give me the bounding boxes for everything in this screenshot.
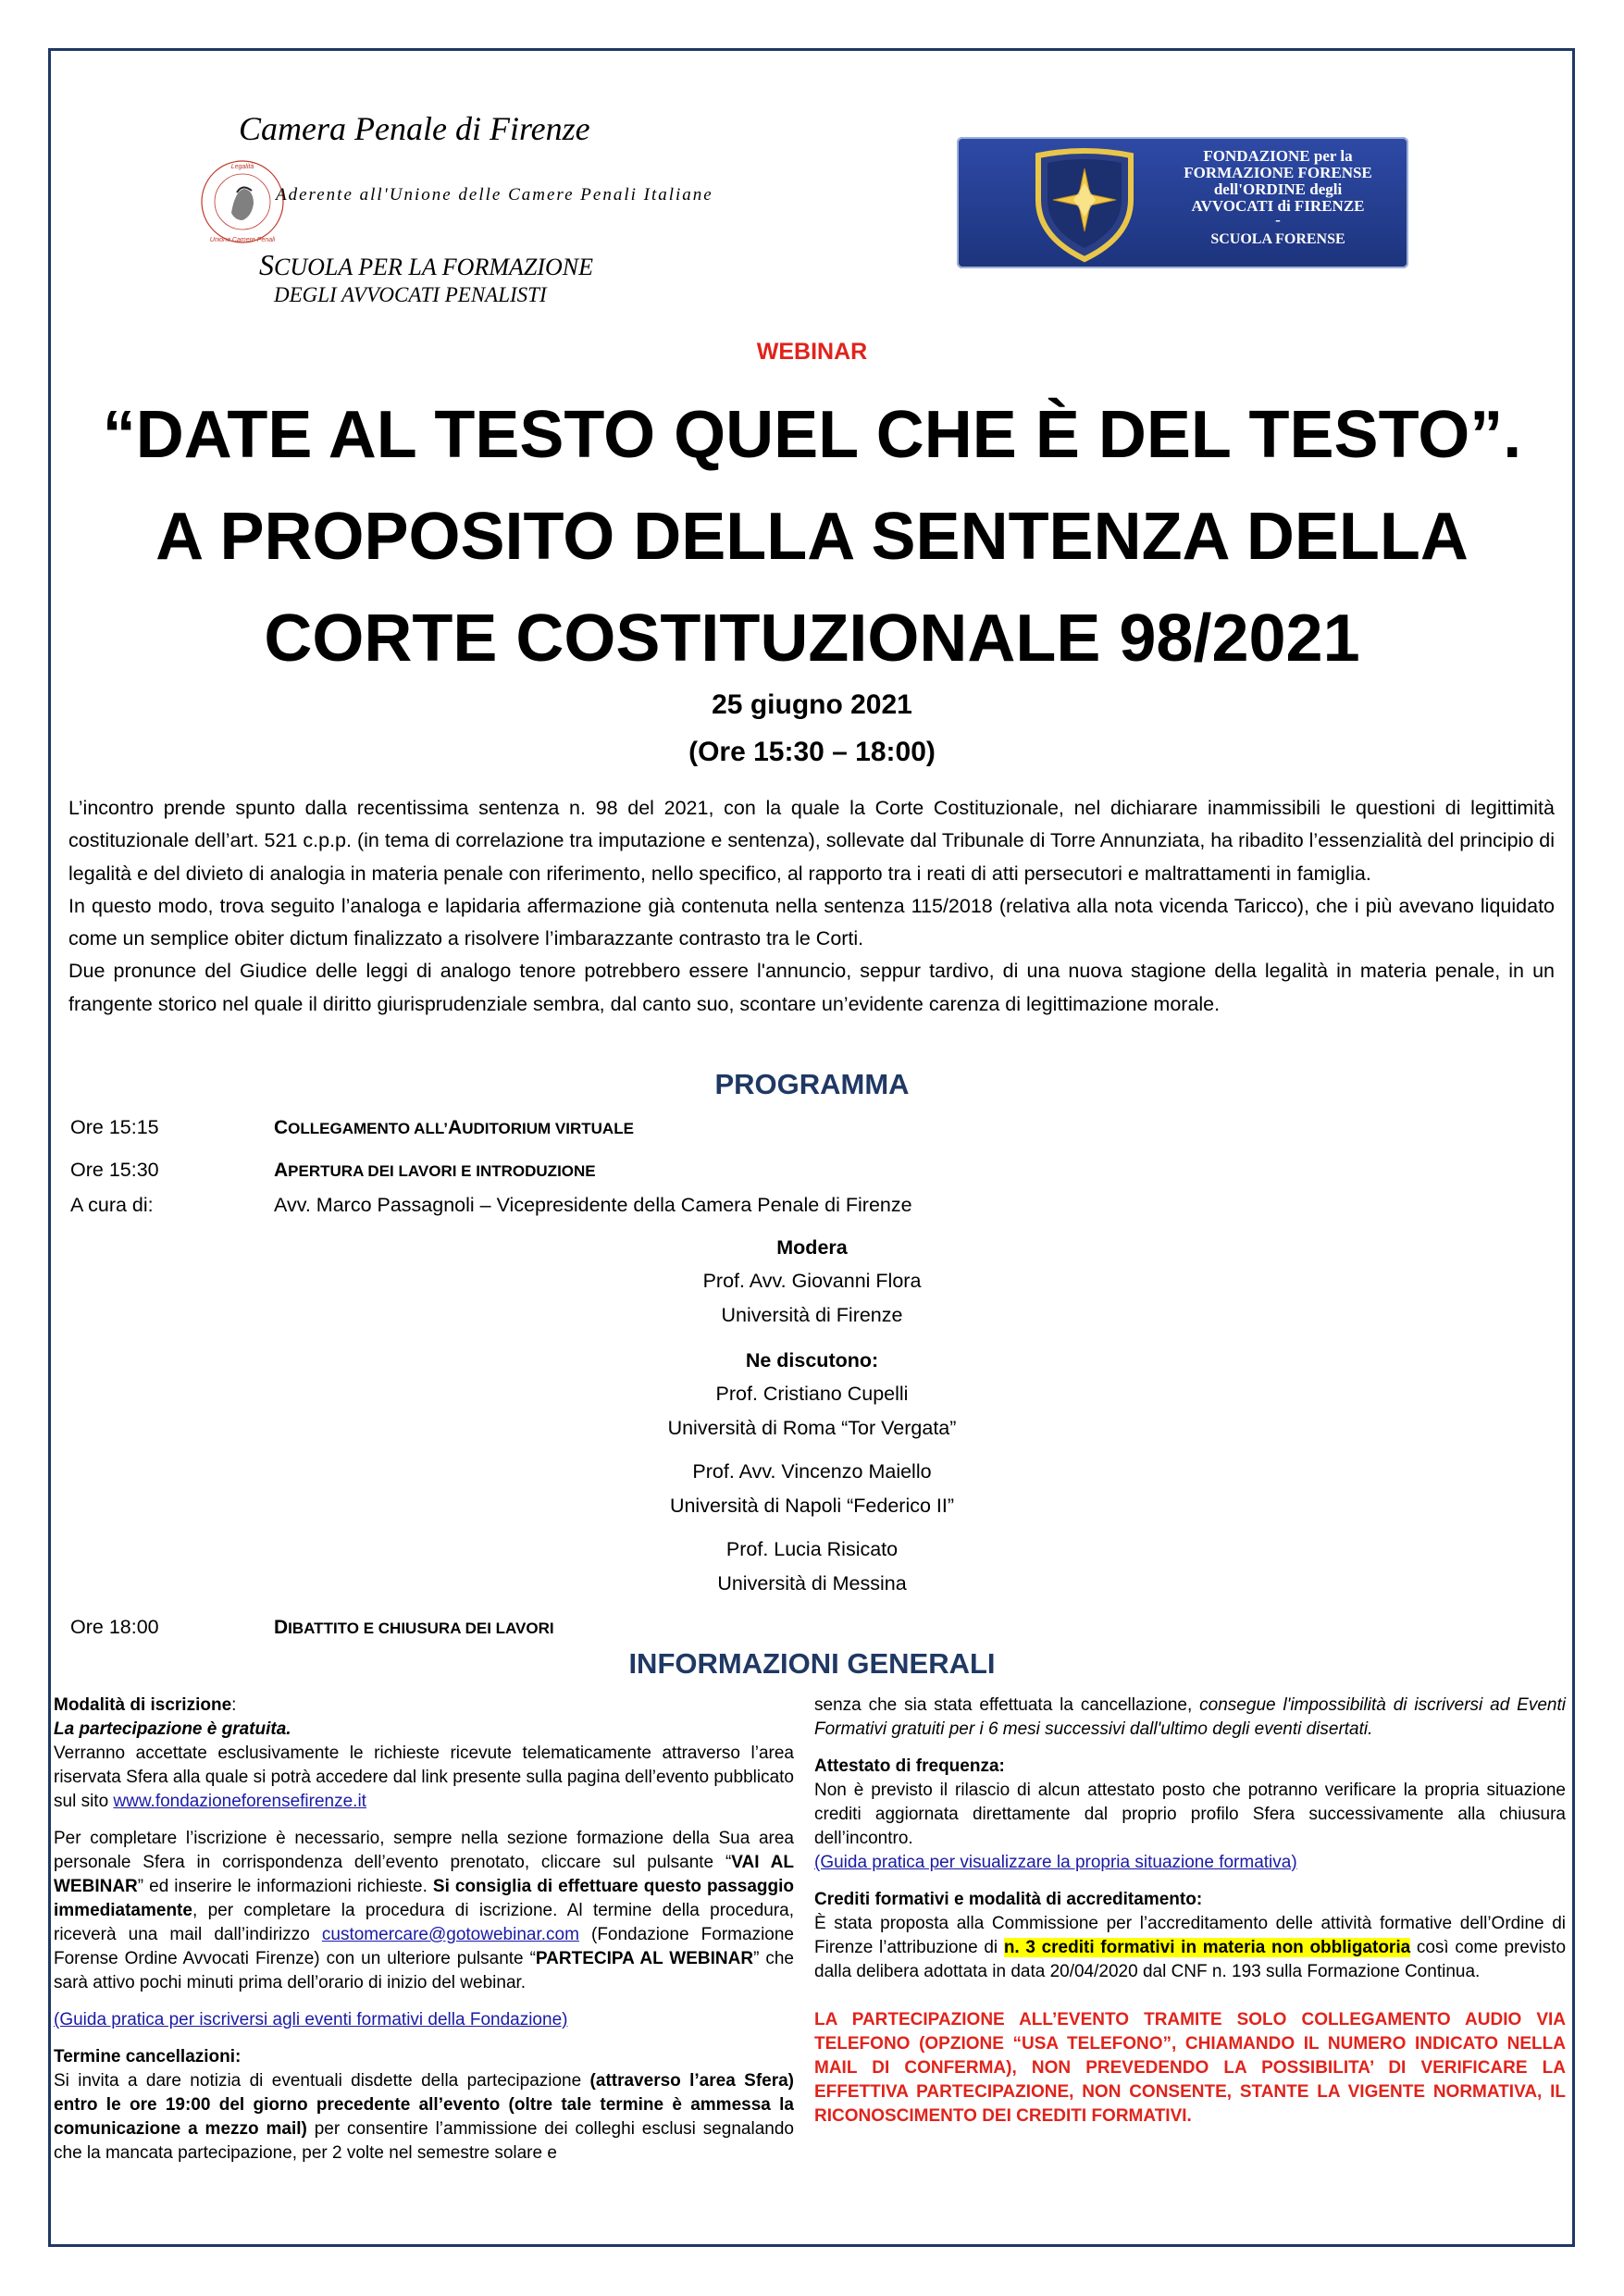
program-time: Ore 15:30 — [70, 1159, 159, 1181]
speaker-affiliation: Università di Firenze — [721, 1304, 903, 1326]
intro-text — [68, 792, 1555, 1021]
event-kind-label: WEBINAR — [756, 339, 868, 365]
modera-label: Modera — [776, 1236, 848, 1259]
info-column-right — [814, 1694, 1566, 2141]
speaker-name: Prof. Avv. Giovanni Flora — [702, 1270, 922, 1292]
cancellazioni-paragraph-cont: senza che sia stata effettuata la cancellazione, consegue l'impossibilità di iscriversi ad Eventi Formativi gratuiti per i 6 mesi successivi dall'ultimo degli eventi disertati. — [814, 1695, 1566, 1739]
event-title-line-1: “DATE AL TESTO QUEL CHE È DEL TESTO”. — [102, 398, 1522, 472]
program-item-title: COLLEGAMENTO ALL’AUDITORIUM VIRTUALE — [274, 1117, 634, 1138]
programma-heading: PROGRAMMA — [714, 1068, 910, 1100]
event-title-line-2: A PROPOSITO DELLA SENTENZA DELLA — [155, 500, 1469, 574]
intro-paragraph: In questo modo, trova seguito l’analoga e lapidaria affermazione già contenuta nella sentenza 115/2018 (relativa alla nota vicenda Taricco), che i più avevano liquidato come un semplice obiter dictum finalizzato a risolvere l’imbarazzante contrasto tra le Corti. — [68, 894, 1555, 950]
school-line-2: DEGLI AVVOCATI PENALISTI — [274, 283, 547, 306]
intro-paragraph: L’incontro prende spunto dalla recentissima sentenza n. 98 del 2021, con la quale la Corte Costituzionale, nel dichiarare inammissibili le questioni di legittimità costituzionale dell’art. 521 c.p.p. (in tema di correlazione tra imputazione e sentenza), sollevate dal Tribunale di Torre Annunziata, ha ribadito l’essenzialità del principio di legalità e del divieto di analogia in materia penale con riferimento, nello specifico, al rapporto tra i reati di atti persecutori e maltrattamenti in famiglia. — [68, 797, 1555, 885]
program-speaker: Avv. Marco Passagnoli – Vicepresidente della Camera Penale di Firenze — [274, 1194, 912, 1216]
svg-text:Unione Camere Penali: Unione Camere Penali — [209, 237, 276, 243]
school-line-1: SCUOLA PER LA FORMAZIONE — [259, 248, 593, 281]
event-date: 25 giugno 2021 — [712, 689, 912, 720]
iscrizione-heading: Modalità di iscrizione — [54, 1695, 232, 1715]
crediti-heading: Crediti formativi e modalità di accreditamento: — [814, 1890, 1203, 1909]
event-title-line-3: CORTE COSTITUZIONALE 98/2021 — [264, 602, 1360, 676]
crediti-highlight: n. 3 crediti formativi in materia non obbligatoria — [1003, 1938, 1411, 1957]
attestato-heading: Attestato di frequenza: — [814, 1756, 1005, 1776]
free-participation: La partecipazione è gratuita. — [54, 1719, 291, 1739]
program-item-title: APERTURA DEI LAVORI E INTRODUZIONE — [274, 1160, 596, 1181]
iscrizione-paragraph: Per completare l’iscrizione è necessario, sempre nella sezione formazione della Sua area personale Sfera in corrispondenza dell’evento prenotato, cliccare sul pulsante “VAI AL WEBINAR” ed inserire le informazioni richieste. Si consiglia di effettuare questo passaggio immediatamente, per completare la procedura di iscrizione. Al termine della procedura, riceverà una mail dall’indirizzo customercare@gotowebinar.com (Fondazione Formazione Forense Ordine Avvocati Firenze) con un ulteriore pulsante “PARTECIPA AL WEBINAR” che sarà attivo pochi minuti prima dell’orario di inizio del webinar. — [54, 1829, 795, 1992]
guida-iscrizione-link[interactable]: (Guida pratica per iscriversi agli eventi formativi della Fondazione) — [54, 2010, 568, 2029]
speaker-name: Prof. Cristiano Cupelli — [715, 1383, 909, 1405]
fondazione-logo-text: FONDAZIONE per la FORMAZIONE FORENSE dell'ORDINE degli AVVOCATI di FIRENZE - SCUOLA FORENSE — [1184, 147, 1372, 247]
speaker-name: Prof. Lucia Risicato — [725, 1538, 899, 1560]
guida-situazione-link[interactable]: (Guida pratica per visualizzare la propria situazione formativa) — [814, 1853, 1297, 1872]
speaker-affiliation: Università di Messina — [717, 1572, 907, 1595]
info-heading: INFORMAZIONI GENERALI — [628, 1647, 996, 1680]
cancellazioni-heading: Termine cancellazioni: — [54, 2047, 242, 2066]
intro-paragraph: Due pronunce del Giudice delle leggi di analogo tenore potrebbero essere l'annuncio, seppur tardivo, di una nuova stagione della legalità in materia penale, in un frangente storico nel quale il diritto giurisprudenziale sembra, dal canto suo, scontare un’evidente carenza di legittimazione morale. — [68, 960, 1555, 1015]
discutono-label: Ne discutono: — [745, 1349, 879, 1371]
camera-penale-seal-logo — [196, 155, 289, 248]
crediti-paragraph: È stata proposta alla Commissione per l’accreditamento delle attività formative dell’Ordine di Firenze l’attribuzione di n. 3 crediti formativi in materia non obbligatoria così come previsto dalla delibera adottata in data 20/04/2020 dal CNF n. 193 sulla Formazione Continua. — [814, 1914, 1567, 1981]
iscrizione-paragraph: Verranno accettate esclusivamente le richieste ricevute telematicamente attraverso l’area riservata Sfera alla quale si potrà accedere dal link presente sulla pagina dell’evento pubblicato sul sito www.fondazioneforensefirenze.it — [54, 1744, 794, 1811]
speaker-affiliation: Università di Roma “Tor Vergata” — [667, 1417, 957, 1439]
speaker-affiliation: Università di Napoli “Federico II” — [669, 1495, 955, 1517]
customercare-email-link[interactable]: customercare@gotowebinar.com — [321, 1925, 579, 1944]
camera-penale-adherent: Aderente all'Unione delle Camere Penali Italiane — [276, 185, 713, 205]
program-label: A cura di: — [70, 1194, 154, 1216]
svg-text:Legalità: Legalità — [230, 164, 254, 170]
program-time: Ore 15:15 — [70, 1116, 159, 1138]
fondazione-shield-logo — [1020, 141, 1149, 265]
speaker-name: Prof. Avv. Vincenzo Maiello — [692, 1460, 932, 1483]
event-hours: (Ore 15:30 – 18:00) — [688, 737, 936, 767]
info-column-left: Modalità di iscrizione: La partecipazione è gratuita. Verranno accettate esclusivamente le richieste ricevute telematicamente attraverso l’area riservata Sfera alla quale si potrà accedere dal link presente sulla pagina dell’evento pubblicato sul sito www.fondazioneforensefirenze.it Per completare l’iscrizione è necessario, sempre nella sezione formazione della Sua area personale Sfera in corrispondenza dell’evento prenotato, cliccare sul pulsante “VAI AL WEBINAR” ed inserire le informazioni richieste. Si consiglia di effettuare questo passaggio immediatamente, per completare la procedura di iscrizione. Al termine della procedura, riceverà una mail dall’indirizzo customercare@gotowebinar.com (Fondazione Formazione Forense Ordine Avvocati Firenze) con un ulteriore pulsante “PARTECIPA AL WEBINAR” che sarà attivo pochi minuti prima dell’orario di inizio del webinar. (Guida pratica per iscriversi agli eventi formativi della Fondazione) Termine cancellazioni: Si invita a dare notizia di eventuali disdette della partecipazione (attraverso l’area Sfera) entro le ore 19:00 del giorno precedente all’evento (oltre tale termine è ammessa la comunicazione a mezzo mail) per consentire l’ammissione dei colleghi esclusi segnalando che la mancata partecipazione, per 2 volte nel semestre solare e — [54, 1694, 794, 2178]
fondazione-site-link[interactable]: www.fondazioneforensefirenze.it — [113, 1792, 366, 1811]
program-time: Ore 18:00 — [70, 1616, 159, 1638]
attestato-paragraph: Non è previsto il rilascio di alcun attestato posto che potranno verificare la propria situazione crediti aggiornata direttamente dal proprio profilo Sfera successivamente alla chiusura dell’incontro. — [814, 1781, 1566, 1848]
audio-warning: LA PARTECIPAZIONE ALL’EVENTO TRAMITE SOLO COLLEGAMENTO AUDIO VIA TELEFONO (OPZIONE “USA TELEFONO”, CHIAMANDO IL NUMERO INDICATO NELLA MAIL DI CONFERMA), NON PREVEDENDO LA POSSIBILITA’ DI VERIFICARE LA EFFETTIVA PARTECIPAZIONE, NON CONSENTE, STANTE LA VIGENTE NORMATIVA, IL RICONOSCIMENTO DEI CREDITI FORMATIVI. — [814, 2010, 1566, 2126]
program-item-title: DIBATTITO E CHIUSURA DEI LAVORI — [274, 1617, 554, 1638]
cancellazioni-paragraph: Si invita a dare notizia di eventuali disdette della partecipazione (attraverso l’area Sfera) entro le ore 19:00 del giorno precedente all’evento (oltre tale termine è ammessa la comunicazione a mezzo mail) per consentire l’ammissione dei colleghi esclusi segnalando che la mancata partecipazione, per 2 volte nel semestre solare e — [54, 2071, 794, 2163]
camera-penale-title: Camera Penale di Firenze — [239, 110, 590, 147]
